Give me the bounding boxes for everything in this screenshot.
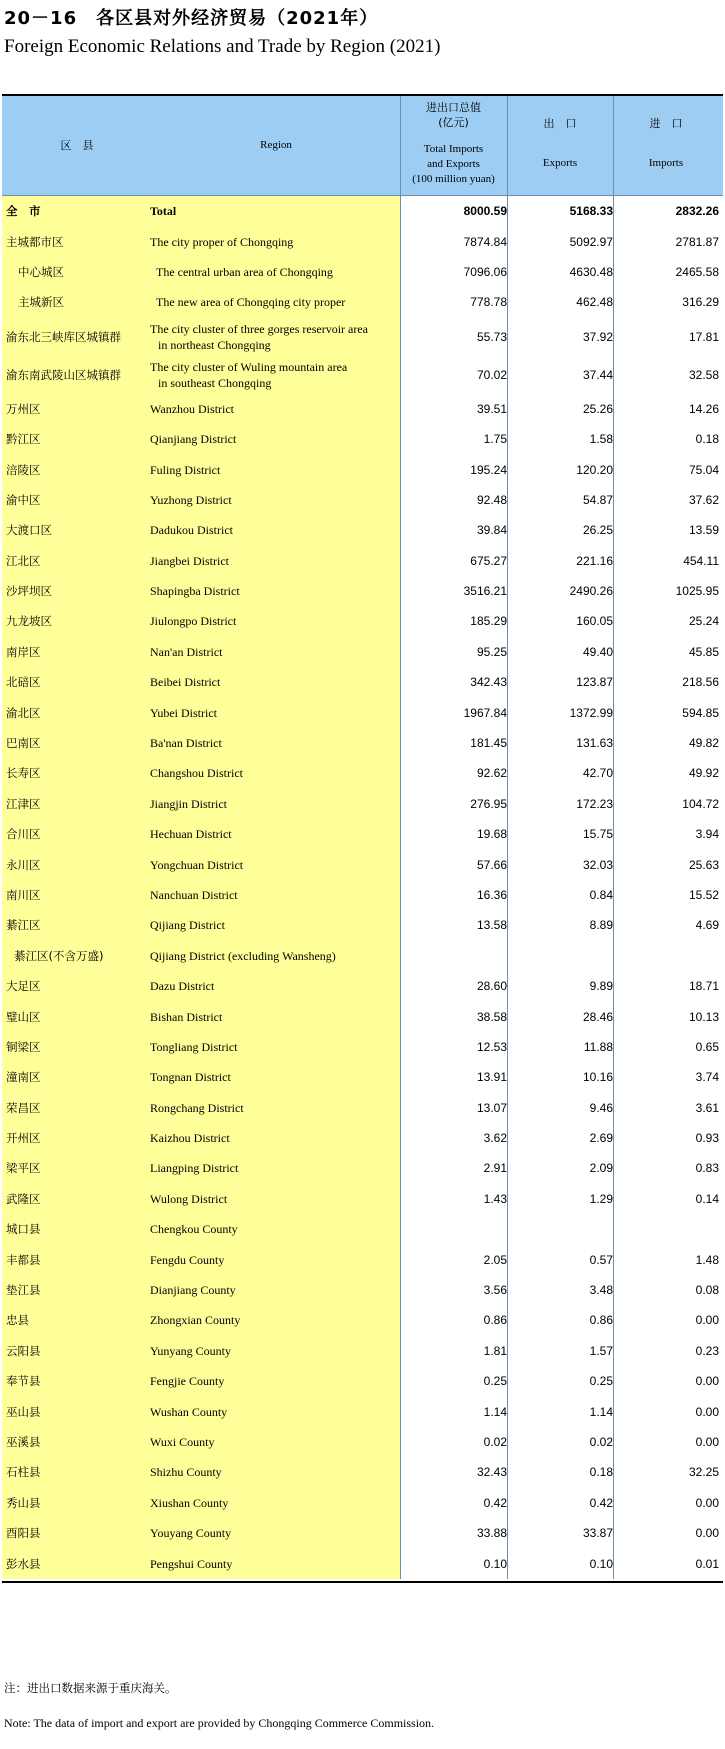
table-row: [2, 1032, 723, 1062]
region-en: Bishan District: [150, 1009, 223, 1024]
cell-imports: [613, 1214, 719, 1244]
region-en: Total: [150, 204, 177, 219]
region-en: Tongnan District: [150, 1070, 231, 1085]
region-zh: 永川区: [6, 857, 41, 872]
header-total-en-1: Total Imports: [423, 143, 484, 155]
region-zh: 武隆区: [6, 1191, 41, 1206]
cell-imports: 218.56: [682, 675, 719, 690]
cell-imports: 0.08: [695, 1283, 719, 1298]
region-zh: 长寿区: [6, 766, 41, 781]
table-row: [2, 1457, 723, 1487]
table-row: [2, 1184, 723, 1214]
region-zh: 云阳县: [6, 1343, 41, 1358]
cell-total: 57.66: [476, 857, 507, 872]
header-total-en-3: (100 million yuan): [412, 173, 495, 185]
cell-total: 276.95: [470, 796, 507, 811]
cell-total: 1.43: [483, 1191, 507, 1206]
region-en: Pengshui County: [150, 1556, 233, 1571]
region-en: Qijiang District (excluding Wansheng): [150, 948, 336, 963]
cell-exports: 15.75: [582, 827, 613, 842]
cell-imports: 0.01: [695, 1556, 719, 1571]
cell-exports: 3.48: [589, 1283, 613, 1298]
cell-exports: 0.02: [589, 1435, 613, 1449]
region-en: Jiulongpo District: [150, 614, 237, 629]
region-en: Fengjie County: [150, 1374, 225, 1389]
cell-imports: 104.72: [682, 796, 719, 811]
cell-imports: [613, 941, 719, 971]
cell-total: 8000.59: [463, 204, 507, 219]
cell-imports: 0.18: [695, 432, 719, 447]
table-row: [2, 1518, 723, 1548]
cell-exports: 0.84: [589, 887, 613, 902]
cell-exports: 221.16: [576, 553, 613, 568]
table-row: [2, 789, 723, 819]
cell-total: 3.56: [483, 1283, 507, 1298]
cell-exports: 160.05: [576, 614, 613, 629]
region-zh: 梁平区: [6, 1161, 41, 1176]
region-en: Yunyang County: [150, 1343, 231, 1358]
cell-imports: 32.25: [688, 1465, 719, 1480]
table-row: [2, 356, 723, 394]
cell-exports: 0.42: [589, 1495, 613, 1510]
region-en: Tongliang District: [150, 1039, 238, 1054]
region-zh: 渝北区: [6, 705, 41, 720]
region-en: Wanzhou District: [150, 401, 235, 416]
cell-imports: 32.58: [688, 367, 719, 382]
cell-imports: 1025.95: [675, 584, 719, 599]
cell-exports: 33.87: [582, 1526, 613, 1541]
region-zh: 江北区: [6, 553, 41, 568]
cell-total: 675.27: [470, 553, 507, 568]
table-row: [2, 1062, 723, 1092]
cell-imports: 0.14: [695, 1191, 719, 1206]
cell-total: 16.36: [476, 887, 507, 902]
table-row: [2, 1396, 723, 1426]
region-zh: 彭水县: [6, 1556, 41, 1571]
region-en: The central urban area of Chongqing: [156, 264, 333, 279]
cell-total: 7874.84: [463, 234, 507, 249]
table-row: [2, 1336, 723, 1366]
table-row: [2, 1427, 723, 1457]
region-en: Yubei District: [150, 705, 217, 720]
cell-exports: 4630.48: [569, 264, 613, 279]
cell-total: 33.88: [476, 1526, 507, 1541]
region-zh: 黔江区: [6, 432, 41, 447]
cell-total: 13.58: [476, 918, 507, 933]
region-zh: 巴南区: [6, 736, 41, 751]
cell-total: [400, 941, 507, 971]
table-row: [2, 454, 723, 484]
cell-total: 95.25: [476, 644, 507, 659]
cell-imports: 0.00: [695, 1495, 719, 1510]
region-zh: 酉阳县: [6, 1526, 41, 1541]
table-row: [2, 849, 723, 879]
table-row: [2, 910, 723, 940]
cell-imports: 10.13: [688, 1009, 719, 1024]
region-en: Yuzhong District: [150, 492, 232, 507]
cell-total: 38.58: [476, 1009, 507, 1024]
cell-imports: 75.04: [688, 462, 719, 477]
cell-imports: 0.65: [695, 1039, 719, 1054]
region-zh: 奉节县: [6, 1374, 41, 1389]
cell-exports: 2.69: [589, 1131, 613, 1146]
cell-total: 1.14: [483, 1404, 507, 1419]
table-row: [2, 1214, 723, 1244]
cell-imports: 0.00: [695, 1526, 719, 1541]
header-total-zh: 进出口总值: [426, 101, 481, 114]
region-en: Zhongxian County: [150, 1313, 241, 1328]
table-row: [2, 515, 723, 545]
region-en-line1: The city cluster of three gorges reservoir area: [150, 321, 369, 336]
region-zh: 涪陵区: [6, 462, 41, 477]
cell-exports: 0.86: [589, 1313, 613, 1328]
cell-imports: 25.24: [688, 614, 719, 629]
region-zh: 大渡口区: [6, 523, 52, 538]
table-row: [2, 728, 723, 758]
region-zh: 石柱县: [6, 1465, 41, 1480]
table-bottom-rule: [2, 1581, 723, 1583]
region-zh: 城口县: [6, 1222, 41, 1237]
table-row: [2, 941, 723, 971]
cell-exports: 0.25: [589, 1374, 613, 1389]
region-zh: 綦江区: [6, 918, 41, 933]
table-row: [2, 819, 723, 849]
table-row: [2, 1366, 723, 1396]
table-row: [2, 637, 723, 667]
header-region-en: Region: [260, 139, 292, 151]
table-row: [2, 196, 723, 226]
cell-imports: 0.00: [695, 1435, 719, 1449]
cell-exports: 26.25: [582, 523, 613, 538]
cell-total: 1967.84: [463, 705, 507, 720]
cell-exports: 37.44: [582, 367, 613, 382]
region-zh: 沙坪坝区: [6, 584, 52, 599]
region-en: Xiushan County: [150, 1495, 229, 1510]
cell-total: 92.48: [476, 492, 507, 507]
table-row: [2, 394, 723, 424]
footnote-en: Note: The data of import and export are provided by Chongqing Commerce Commission.: [4, 1716, 435, 1730]
cell-exports: 1.14: [589, 1404, 613, 1419]
table-row: [2, 667, 723, 697]
cell-total: 1.81: [483, 1343, 507, 1358]
table-row: [2, 545, 723, 575]
cell-exports: 28.46: [582, 1009, 613, 1024]
cell-exports: 42.70: [582, 766, 613, 781]
cell-exports: [507, 941, 613, 971]
table-row: [2, 697, 723, 727]
cell-exports: 8.89: [589, 918, 613, 933]
cell-total: 778.78: [470, 295, 507, 310]
cell-exports: 2490.26: [569, 584, 613, 599]
region-zh: 璧山区: [6, 1009, 41, 1024]
page-title-zh: 20－16 各区县对外经济贸易（2021年）: [4, 8, 379, 29]
cell-total: 2.91: [483, 1161, 507, 1176]
cell-exports: 1.58: [589, 432, 613, 447]
region-en: Wulong District: [150, 1191, 228, 1206]
header-total-en-2: and Exports: [427, 158, 480, 170]
cell-total: 3.62: [483, 1131, 507, 1146]
table-row: [2, 1001, 723, 1031]
cell-imports: 49.92: [688, 766, 719, 781]
cell-exports: 131.63: [576, 736, 613, 751]
cell-exports: [507, 1214, 613, 1244]
region-zh: 全 市: [6, 204, 41, 219]
region-zh: 潼南区: [6, 1070, 41, 1085]
region-en: Ba'nan District: [150, 736, 222, 751]
region-zh: 南岸区: [6, 644, 41, 659]
region-zh: 中心城区: [18, 264, 64, 279]
region-en: Wushan County: [150, 1404, 228, 1419]
table-row: [2, 287, 723, 317]
region-en: Jiangjin District: [150, 796, 227, 811]
table-row: [2, 758, 723, 788]
cell-total: 39.84: [476, 523, 507, 538]
cell-imports: 0.00: [695, 1374, 719, 1389]
header-exports-zh: 出 口: [543, 117, 577, 130]
table-row: [2, 1548, 723, 1578]
cell-exports: 172.23: [576, 796, 613, 811]
cell-total: 0.25: [483, 1374, 507, 1389]
region-zh: 铜梁区: [6, 1039, 41, 1054]
table-row: [2, 257, 723, 287]
cell-exports: 49.40: [582, 644, 613, 659]
cell-exports: 1.29: [589, 1191, 613, 1206]
cell-total: 0.42: [483, 1495, 507, 1510]
cell-imports: 17.81: [688, 329, 719, 344]
footnote-zh: 注：进出口数据来源于重庆海关。: [4, 1681, 177, 1695]
region-en: Changshou District: [150, 766, 243, 781]
table-row: [2, 226, 723, 256]
table-row: [2, 971, 723, 1001]
cell-imports: 49.82: [688, 736, 719, 751]
cell-total: 181.45: [470, 736, 507, 751]
region-en: Chengkou County: [150, 1222, 238, 1237]
cell-total: 13.91: [476, 1070, 507, 1085]
region-zh: 合川区: [6, 827, 41, 842]
cell-exports: 32.03: [582, 857, 613, 872]
region-zh: 秀山县: [6, 1495, 41, 1510]
table-row: [2, 1153, 723, 1183]
table-row: [2, 1305, 723, 1335]
region-en: Jiangbei District: [150, 553, 229, 568]
cell-imports: 4.69: [695, 918, 719, 933]
region-en: Rongchang District: [150, 1100, 244, 1115]
cell-exports: 123.87: [576, 675, 613, 690]
cell-imports: 0.23: [695, 1343, 719, 1358]
cell-imports: 45.85: [688, 644, 719, 659]
region-en: Kaizhou District: [150, 1131, 230, 1146]
table-row: [2, 1244, 723, 1274]
cell-total: 1.75: [483, 432, 507, 447]
table-row: [2, 606, 723, 636]
region-en: Dadukou District: [150, 523, 233, 538]
cell-imports: 0.00: [695, 1404, 719, 1419]
cell-imports: 15.52: [688, 887, 719, 902]
cell-imports: 13.59: [688, 523, 719, 538]
cell-total: 195.24: [470, 462, 507, 477]
cell-imports: 2832.26: [675, 204, 719, 219]
cell-imports: 14.26: [688, 401, 719, 416]
cell-imports: 1.48: [695, 1252, 719, 1267]
region-en: Hechuan District: [150, 827, 232, 842]
cell-exports: 5092.97: [569, 234, 613, 249]
cell-imports: 454.11: [683, 553, 719, 568]
cell-total: 3516.21: [463, 584, 507, 599]
region-en: Youyang County: [150, 1526, 232, 1541]
region-en: [150, 356, 400, 394]
cell-imports: 0.00: [695, 1313, 719, 1328]
table-row: [2, 1488, 723, 1518]
cell-imports: 37.62: [688, 492, 719, 507]
region-en: Wuxi County: [150, 1435, 215, 1449]
cell-imports: 0.83: [695, 1161, 719, 1176]
cell-imports: 3.61: [695, 1100, 719, 1115]
cell-total: 0.02: [483, 1435, 507, 1449]
cell-total: 32.43: [476, 1465, 507, 1480]
region-zh: 北碚区: [6, 675, 41, 690]
region-zh: 垫江县: [6, 1283, 41, 1298]
cell-exports: 1.57: [589, 1343, 613, 1358]
cell-imports: 316.29: [682, 295, 719, 310]
region-en: Qianjiang District: [150, 432, 237, 447]
region-en: The city proper of Chongqing: [150, 234, 294, 249]
region-zh: 渝中区: [6, 492, 41, 507]
cell-imports: 3.74: [695, 1070, 719, 1085]
cell-exports: 0.18: [589, 1465, 613, 1480]
cell-total: 19.68: [476, 827, 507, 842]
region-en-line1: The city cluster of Wuling mountain area: [150, 359, 348, 374]
cell-exports: 0.10: [589, 1556, 613, 1571]
table-header: [2, 96, 723, 196]
region-en: Beibei District: [150, 675, 221, 690]
region-en: Dazu District: [150, 979, 215, 994]
region-zh: 巫溪县: [6, 1435, 41, 1449]
cell-total: 2.05: [483, 1252, 507, 1267]
table-row: [2, 576, 723, 606]
region-zh: 忠县: [6, 1313, 29, 1328]
cell-total: 0.10: [483, 1556, 507, 1571]
table-row: [2, 880, 723, 910]
cell-imports: 594.85: [682, 705, 719, 720]
page-title-en: Foreign Economic Relations and Trade by Region (2021): [4, 36, 441, 57]
cell-total: 7096.06: [463, 264, 507, 279]
table-row: [2, 1093, 723, 1123]
region-en: [150, 318, 400, 356]
cell-total: 70.02: [476, 367, 507, 382]
region-zh: 万州区: [6, 401, 41, 416]
header-region-zh: 区 县: [60, 139, 94, 152]
region-zh: 渝东南武陵山区城镇群: [6, 367, 121, 382]
table-body: [2, 196, 723, 1579]
table-row: [2, 1123, 723, 1153]
cell-exports: 1372.99: [569, 705, 613, 720]
region-zh: 大足区: [6, 979, 41, 994]
cell-total: 39.51: [476, 401, 507, 416]
cell-total: 342.43: [470, 675, 507, 690]
cell-total: [400, 1214, 507, 1244]
region-en-line2: in southeast Chongqing: [158, 375, 272, 390]
region-en: The new area of Chongqing city proper: [156, 295, 346, 310]
region-zh: 丰都县: [6, 1252, 41, 1267]
cell-total: 185.29: [470, 614, 507, 629]
cell-exports: 10.16: [582, 1070, 613, 1085]
cell-imports: 25.63: [688, 857, 719, 872]
region-en-line2: in northeast Chongqing: [158, 337, 271, 352]
cell-total: 55.73: [476, 329, 507, 344]
header-imports-zh: 进 口: [649, 117, 683, 130]
cell-imports: 3.94: [695, 827, 719, 842]
region-en: Fengdu County: [150, 1252, 225, 1267]
region-zh: 綦江区(不含万盛): [14, 948, 104, 963]
region-en: Shizhu County: [150, 1465, 222, 1480]
cell-exports: 9.46: [589, 1100, 613, 1115]
region-en: Nanchuan District: [150, 887, 238, 902]
cell-exports: 2.09: [589, 1161, 613, 1176]
cell-imports: 0.93: [695, 1131, 719, 1146]
table-row: [2, 1275, 723, 1305]
region-zh: 江津区: [6, 796, 41, 811]
cell-imports: 2465.58: [675, 264, 719, 279]
cell-exports: 0.57: [589, 1252, 613, 1267]
cell-imports: 18.71: [688, 979, 719, 994]
header-exports-en: Exports: [542, 157, 578, 169]
cell-exports: 462.48: [576, 295, 613, 310]
cell-total: 92.62: [476, 766, 507, 781]
region-en: Dianjiang County: [150, 1283, 236, 1298]
region-zh: 巫山县: [6, 1404, 41, 1419]
table-row: [2, 318, 723, 356]
region-en: Yongchuan District: [150, 857, 244, 872]
cell-total: 12.53: [476, 1039, 507, 1054]
region-zh: 九龙坡区: [6, 614, 52, 629]
cell-imports: 2781.87: [675, 234, 719, 249]
cell-exports: 25.26: [582, 401, 613, 416]
region-en: Liangping District: [150, 1161, 239, 1176]
header-imports-en: Imports: [648, 157, 684, 169]
cell-exports: 9.89: [589, 979, 613, 994]
region-en: Fuling District: [150, 462, 221, 477]
region-zh: 主城都市区: [6, 234, 64, 249]
cell-exports: 11.88: [583, 1039, 613, 1054]
region-zh: 南川区: [6, 887, 41, 902]
region-zh: 渝东北三峡库区城镇群: [6, 329, 121, 344]
cell-exports: 37.92: [582, 329, 613, 344]
region-en: Nan'an District: [150, 644, 223, 659]
cell-exports: 5168.33: [569, 204, 613, 219]
table-row: [2, 485, 723, 515]
cell-total: 28.60: [476, 979, 507, 994]
region-zh: 主城新区: [18, 295, 64, 310]
cell-total: 13.07: [476, 1100, 507, 1115]
table-row: [2, 424, 723, 454]
region-zh: 开州区: [6, 1131, 41, 1146]
region-en: Qijiang District: [150, 918, 225, 933]
cell-total: 0.86: [483, 1313, 507, 1328]
cell-exports: 120.20: [576, 462, 613, 477]
region-zh: 荣昌区: [6, 1100, 41, 1115]
region-en: Shapingba District: [150, 584, 240, 599]
cell-exports: 54.87: [582, 492, 613, 507]
header-total-unit: (亿元): [438, 116, 469, 129]
